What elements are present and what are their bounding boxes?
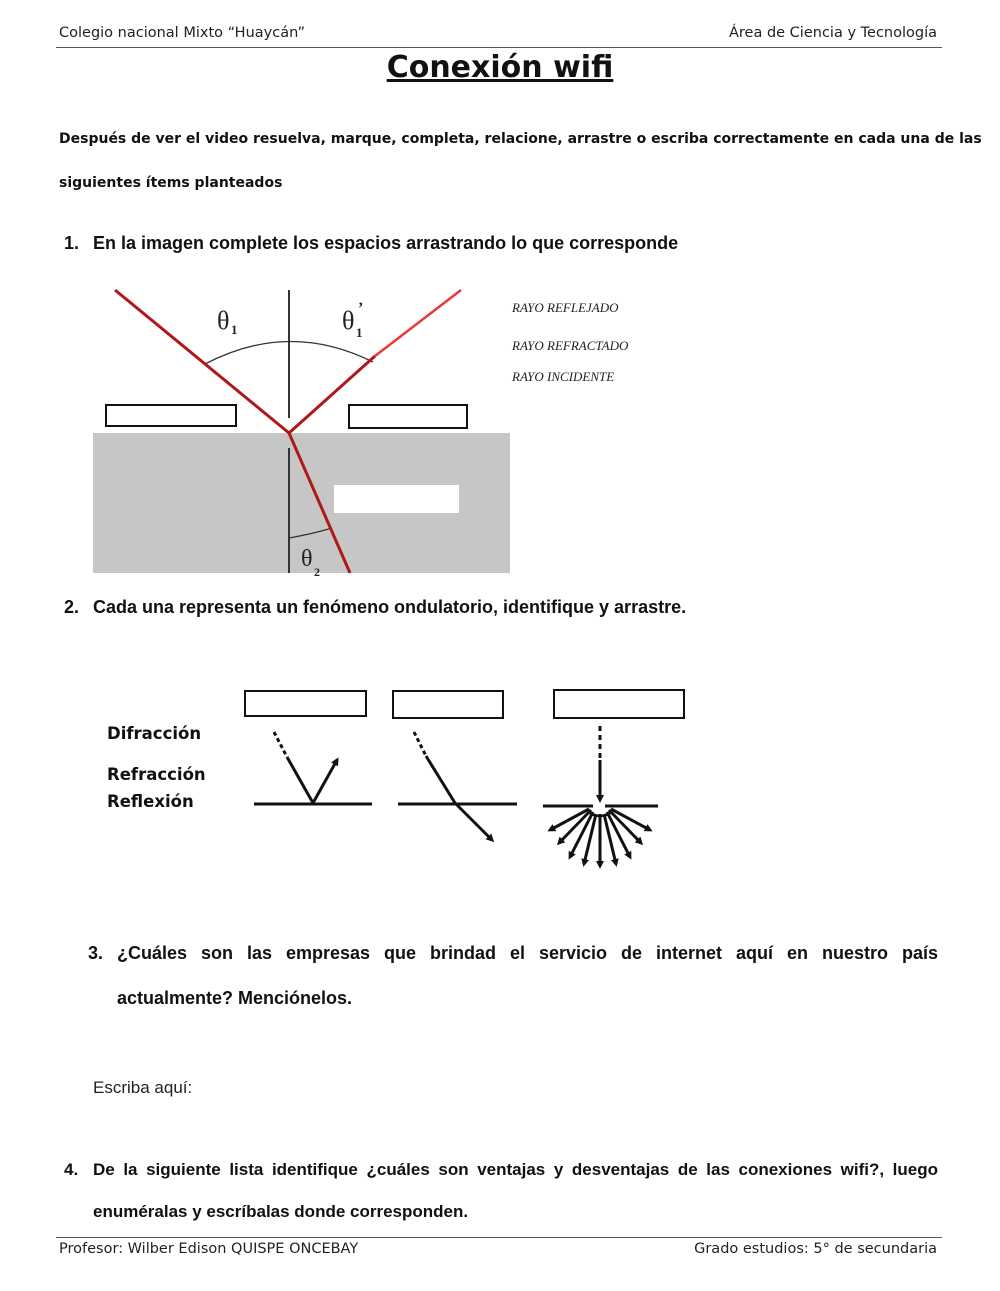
q1-theta2-symbol: θ [301, 546, 313, 572]
q3-text-line-1: ¿Cuáles son las empresas que brindad el servicio de internet aquí en nuestro país [117, 943, 938, 963]
q1-theta2-subscript: 2 [314, 565, 320, 579]
page-title: Conexión wifi [386, 50, 614, 85]
q1-theta1p-prime: ’ [358, 300, 364, 317]
q1-option-reflected[interactable]: RAYO REFLEJADO [512, 300, 619, 315]
q3-answer-prompt: Escriba aquí: [93, 1078, 193, 1097]
q2-figure-reflection [254, 732, 372, 804]
q1-number: 1. [64, 233, 80, 253]
q2-figure-diffraction [543, 726, 658, 866]
footer-teacher: Profesor: Wilber Edison QUISPE ONCEBAY [59, 1241, 359, 1257]
q3-answer-input[interactable] [205, 1072, 935, 1102]
intro-line-2: siguientes ítems planteados [59, 175, 283, 191]
intro-line-1: Después de ver el video resuelva, marque, completa, relacione, arrastre o escriba correctamente en cada una de las [59, 131, 982, 147]
footer-divider [56, 1237, 942, 1238]
q4-text-line-2: enuméralas y escríbalas donde corresponden. [93, 1202, 469, 1221]
q1-theta1-symbol: θ [217, 306, 230, 335]
q2-number: 2. [64, 597, 80, 617]
q1-theta1p-symbol: θ [342, 306, 355, 335]
q1-option-incident[interactable]: RAYO INCIDENTE [512, 369, 615, 384]
q2-figure-refraction [398, 732, 517, 840]
header-area: Área de Ciencia y Tecnología [728, 25, 937, 41]
q2-option-refraction[interactable]: Refracción [107, 765, 206, 784]
footer-grade: Grado estudios: 5° de secundaria [694, 1241, 937, 1257]
q3-number: 3. [88, 943, 104, 963]
header-school: Colegio nacional Mixto “Huaycán” [59, 25, 305, 41]
q2-option-diffraction[interactable]: Difracción [107, 724, 202, 743]
q1-text: En la imagen complete los espacios arrastrando lo que corresponde [93, 233, 679, 253]
q4-text-line-1: De la siguiente lista identifique ¿cuáles son ventajas y desventajas de las conexiones wifi?, luego [93, 1160, 938, 1179]
q2-option-reflection[interactable]: Reflexión [107, 792, 194, 811]
q1-theta1p-subscript: 1 [356, 325, 363, 340]
q1-theta1-subscript: 1 [231, 322, 238, 337]
q1-option-refracted[interactable]: RAYO REFRACTADO [512, 338, 629, 353]
q4-number: 4. [64, 1160, 79, 1179]
q2-text: Cada una representa un fenómeno ondulatorio, identifique y arrastre. [93, 597, 687, 617]
q3-text-line-2: actualmente? Menciónelos. [117, 988, 353, 1008]
